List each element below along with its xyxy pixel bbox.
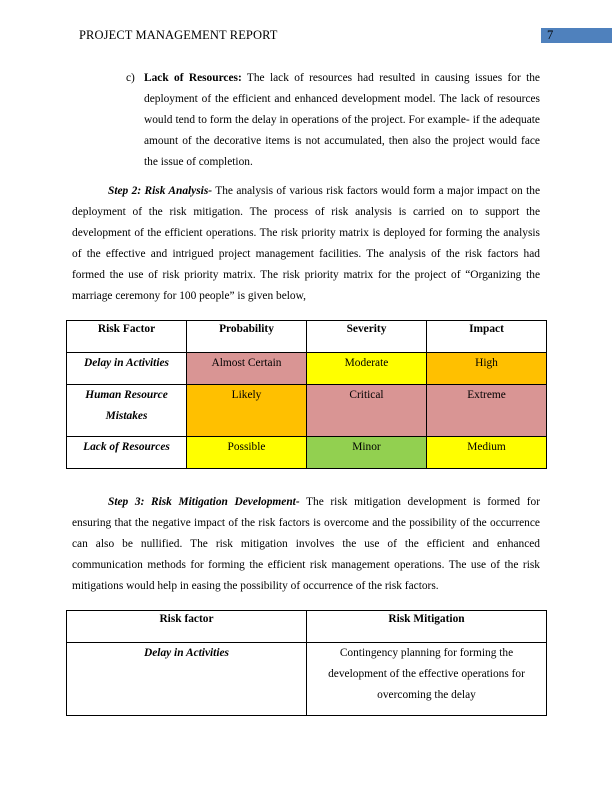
header-risk-factor: Risk Factor <box>67 321 187 353</box>
risk-priority-matrix <box>66 320 547 469</box>
probability-cell: Likely <box>187 385 307 437</box>
risk-factor-line: Human Resource <box>85 389 168 401</box>
table-row <box>67 437 547 469</box>
list-item-lack-of-resources <box>144 68 540 173</box>
table-row <box>67 643 547 716</box>
step2-heading: Step 2: Risk Analysis- <box>108 185 213 197</box>
probability-cell: Possible <box>187 437 307 469</box>
header-probability: Probability <box>187 321 307 353</box>
risk-mitigation-table <box>66 610 547 716</box>
severity-cell: Minor <box>307 437 427 469</box>
step2-text: The analysis of various risk factors would form a major impact on the deployment of the risk mitigation. The process of risk analysis is carried on to support the development of the efficient operations. The risk priority matrix is deployed for forming the analysis of the effective and intrigued project management facilities. The analysis of the risk factors had formed the use of risk priority matrix. The risk priority matrix for the project of “Organizing the marriage ceremony for 100 people” is given below, <box>72 185 540 302</box>
header-impact: Impact <box>427 321 547 353</box>
list-marker: c) <box>126 72 135 84</box>
impact-cell: Medium <box>427 437 547 469</box>
mitigation-cell: Contingency planning for forming the development of the effective operations for overcoming the delay <box>307 643 547 716</box>
list-item-text: The lack of resources had resulted in causing issues for the deployment of the efficient and enhanced development model. The lack of resources would tend to form the delay in operations of the project. For example- if the adequate amount of the decorative items is not accumulated, then also the project would face the issue of completion. <box>144 72 540 168</box>
risk-factor-cell <box>67 385 187 437</box>
header-severity: Severity <box>307 321 427 353</box>
header-risk-mitigation: Risk Mitigation <box>307 611 547 643</box>
severity-cell: Critical <box>307 385 427 437</box>
severity-cell: Moderate <box>307 353 427 385</box>
risk-factor-cell: Lack of Resources <box>67 437 187 469</box>
risk-factor-cell: Delay in Activities <box>67 643 307 716</box>
risk-factor-line: Mistakes <box>105 409 148 422</box>
step3-text: The risk mitigation development is formed for ensuring that the negative impact of the risk factors is overcome and the possibility of the occurrence can also be nullified. The risk mitigation involves the use of the efficient and enhanced communication methods for forming the efficient risk management operations. The use of the risk mitigations would help in easing the possibility of occurrence of the risk factors. <box>72 496 540 592</box>
header-risk-factor: Risk factor <box>67 611 307 643</box>
risk-factor-cell: Delay in Activities <box>67 353 187 385</box>
probability-cell: Almost Certain <box>187 353 307 385</box>
list-item-heading: Lack of Resources: <box>144 72 242 84</box>
table-row <box>67 385 547 437</box>
mitigation-table-header <box>67 611 547 643</box>
step3-heading: Step 3: Risk Mitigation Development- <box>108 496 300 508</box>
impact-cell: High <box>427 353 547 385</box>
table-row <box>67 353 547 385</box>
impact-cell: Extreme <box>427 385 547 437</box>
risk-table-header <box>67 321 547 353</box>
running-header: PROJECT MANAGEMENT REPORT <box>79 28 278 42</box>
step2-paragraph <box>72 181 540 306</box>
step3-paragraph <box>72 492 540 597</box>
page-number: 7 <box>541 28 612 43</box>
